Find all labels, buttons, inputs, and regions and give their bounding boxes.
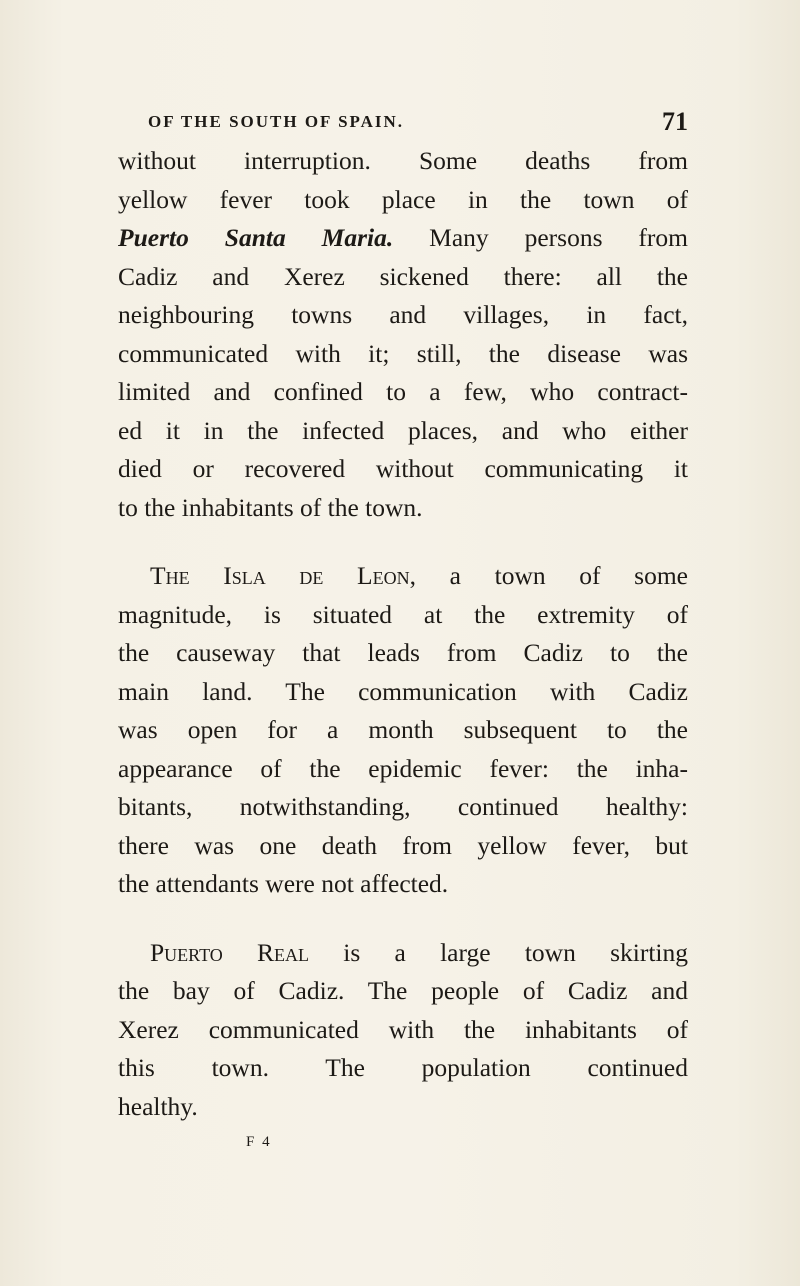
text-line: was open for a month subsequent to the [118,715,688,744]
text-line: without interruption. Some deaths from [118,146,688,175]
text-line: main land. The communication with Cadiz [118,676,688,706]
paragraph-3 [118,934,688,1127]
text-line: died or recovered without communicating it [118,454,688,483]
text-line: limited and confined to a few, who contract- [118,377,688,406]
text-line: Xerez communicated with the inhabitants of [118,1014,688,1044]
running-title: OF THE SOUTH OF SPAIN. [148,112,405,131]
place-name-smallcaps: The Isla de Leon, [150,561,416,590]
paragraph-gap [118,904,688,934]
text-line: Cadiz and Xerez sickened there: all the [118,261,688,291]
page-number: 71 [662,107,688,136]
text-line: appearance of the epidemic fever: the inha- [118,753,688,783]
text-fragment: is a large town skirting [309,937,688,967]
text-line: this town. The population continued [118,1053,688,1082]
text-line: to the inhabitants of the town. [118,492,423,522]
text-fragment: a town of some [415,561,688,590]
paragraph-1 [118,142,688,527]
text-line: ed it in the infected places, and who either [118,415,688,445]
text-line: the attendants were not affected. [118,869,449,898]
text-line: bitants, notwithstanding, continued healthy: [118,792,688,821]
text-line [118,557,688,596]
text-line: neighbouring towns and villages, in fact, [118,300,688,329]
body-text [118,142,688,1126]
text-line [118,934,688,973]
text-line: the causeway that leads from Cadiz to the [118,638,688,667]
text-line: communicated with it; still, the disease was [118,338,688,368]
place-name-italic: Puerto Santa Maria. [118,223,394,252]
text-line: magnitude, is situated at the extremity of [118,599,688,629]
text-line: there was one death from yellow fever, but [118,830,688,860]
running-head [118,107,688,142]
text-line: yellow fever took place in the town of [118,184,688,214]
text-line: healthy. [118,1091,198,1121]
text-fragment: Many persons from [393,223,688,252]
paragraph-2 [118,557,688,904]
text-line: the bay of Cadiz. The people of Cadiz and [118,976,688,1005]
paragraph-gap [118,527,688,557]
signature-mark: F 4 [246,1134,272,1150]
text-line [118,219,688,258]
place-name-smallcaps: Puerto Real [150,937,310,967]
